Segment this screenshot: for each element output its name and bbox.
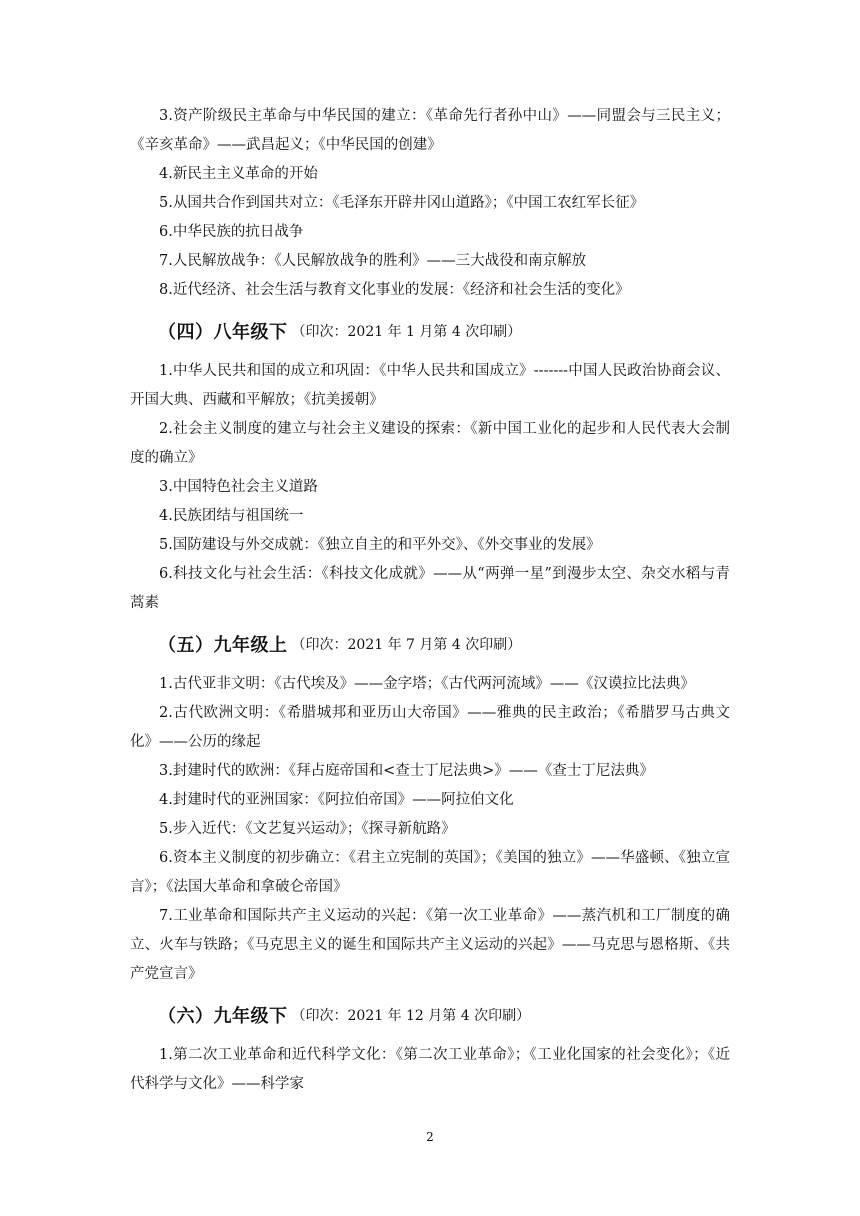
page-content [130, 102, 730, 1099]
paragraph: 1.古代亚非文明：《古代埃及》——金字塔；《古代两河流域》——《汉谟拉比法典》 [159, 676, 695, 692]
paragraph: 1.中华人民共和国的成立和巩固：《中华人民共和国成立》-------中国人民政治协商会议、开国大典、西藏和平解放；《抗美援朝》 [130, 363, 730, 408]
section-heading-grade8-second [130, 305, 730, 357]
paragraph: 4.封建时代的亚洲国家：《阿拉伯帝国》——阿拉伯文化 [159, 792, 514, 808]
print-info-note: （印次：2021 年 1 月第 4 次印刷） [291, 324, 522, 340]
paragraph: 8.近代经济、社会生活与教育文化事业的发展：《经济和社会生活的变化》 [159, 282, 630, 298]
paragraph: 3.封建时代的欧洲：《拜占庭帝国和<查士丁尼法典>》——《查士丁尼法典》 [159, 763, 654, 779]
section-heading-grade9-first [130, 618, 730, 670]
paragraph: 2.古代欧洲文明：《希腊城邦和亚历山大帝国》——雅典的民主政治；《希腊罗马古典文化》——公历的缘起 [130, 705, 730, 750]
paragraph: 4.民族团结与祖国统一 [159, 508, 304, 524]
paragraph: 5.步入近代：《文艺复兴运动》；《探寻新航路》 [159, 821, 456, 837]
print-info-note: （印次：2021 年 7 月第 4 次印刷） [291, 637, 522, 653]
paragraph: 3.中国特色社会主义道路 [159, 479, 318, 495]
paragraph: 6.资本主义制度的初步确立：《君主立宪制的英国》；《美国的独立》——华盛顿、《独立宣言》；《法国大革命和拿破仑帝国》 [130, 850, 730, 895]
paragraph: 3.资产阶级民主革命与中华民国的建立：《革命先行者孙中山》——同盟会与三民主义；《辛亥革命》——武昌起义；《中华民国的创建》 [130, 108, 730, 153]
paragraph: 7.人民解放战争：《人民解放战争的胜利》——三大战役和南京解放 [159, 253, 587, 269]
section-title: （四）八年级下 [158, 322, 288, 343]
paragraph: 7.工业革命和国际共产主义运动的兴起：《第一次工业革命》——蒸汽机和工厂制度的确立、火车与铁路；《马克思主义的诞生和国际共产主义运动的兴起》——马克思与恩格斯、《共产党宣言》 [130, 908, 730, 982]
paragraph: 5.从国共合作到国共对立：《毛泽东开辟井冈山道路》；《中国工农红军长征》 [159, 195, 645, 211]
paragraph: 2.社会主义制度的建立与社会主义建设的探索：《新中国工业化的起步和人民代表大会制度的确立》 [130, 421, 730, 466]
section-title: （六）九年级下 [158, 1006, 288, 1027]
section-heading-grade9-second [130, 989, 730, 1041]
print-info-note: （印次：2021 年 12 月第 4 次印刷） [291, 1008, 531, 1024]
paragraph: 6.中华民族的抗日战争 [159, 224, 304, 240]
paragraph: 5.国防建设与外交成就：《独立自主的和平外交》、《外交事业的发展》 [159, 537, 601, 553]
paragraph: 6.科技文化与社会生活：《科技文化成就》——从“两弹一星”到漫步太空、杂交水稻与青蒿素 [130, 566, 730, 611]
page-number: 2 [426, 1130, 434, 1144]
section-title: （五）九年级上 [158, 635, 288, 656]
paragraph: 1.第二次工业革命和近代科学文化：《第二次工业革命》；《工业化国家的社会变化》；《近代科学与文化》——科学家 [130, 1047, 730, 1092]
paragraph: 4.新民主主义革命的开始 [159, 166, 318, 182]
